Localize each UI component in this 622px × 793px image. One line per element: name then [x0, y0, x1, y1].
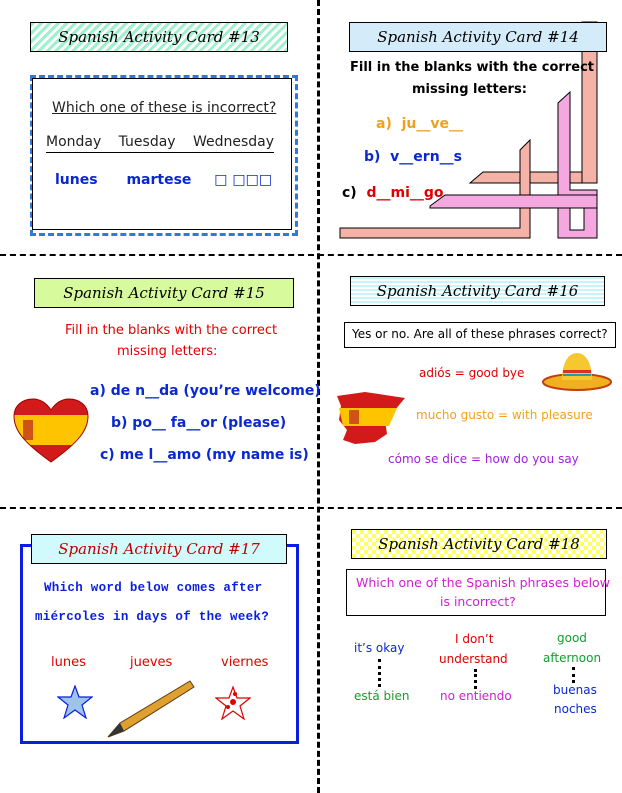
fill-item-b — [364, 149, 462, 165]
phrase-1: adiós = good bye — [419, 366, 525, 380]
activity-card-15 — [0, 256, 321, 506]
card-title: Spanish Activity Card #15 — [34, 278, 294, 308]
spanish-day: lunes — [55, 172, 98, 188]
item-text: v__ern__s — [390, 149, 462, 165]
fill-item-b: b) po__ fa__or (please) — [111, 415, 287, 431]
fill-item-c: c) me l__amo (my name is) — [100, 447, 309, 463]
activity-card-18 — [320, 509, 622, 793]
card-title: Spanish Activity Card #18 — [351, 529, 607, 559]
pair-3-spanish-line-1: buenas — [553, 683, 597, 697]
fill-item-a — [376, 116, 463, 132]
activity-card-16 — [320, 256, 622, 506]
item-text: d__mi__go — [366, 185, 444, 201]
card-title: Spanish Activity Card #13 — [30, 22, 288, 52]
pair-2-connector — [474, 669, 477, 689]
question-text: Yes or no. Are all of these phrases correct? — [352, 327, 608, 341]
item-label: c) — [342, 185, 357, 201]
instructions-line-2: missing letters: — [412, 82, 527, 97]
spanish-day: □ □□□ — [214, 172, 273, 188]
pair-3-english-line-2: afternoon — [543, 651, 602, 665]
spanish-days-row — [55, 172, 272, 188]
activity-card-14 — [320, 0, 622, 254]
english-days-row — [46, 134, 274, 153]
question-text: Which one of these is incorrect? — [52, 100, 277, 116]
activity-card-17 — [0, 509, 317, 793]
pair-3-spanish-line-2: noches — [554, 702, 597, 716]
pair-3-english-line-1: good — [557, 631, 587, 645]
pencil-icon — [106, 679, 196, 739]
blue-star-icon — [57, 685, 93, 719]
card-title: Spanish Activity Card #17 — [31, 534, 287, 564]
option-viernes: viernes — [221, 655, 269, 670]
item-text: ju__ve__ — [401, 116, 463, 132]
question-line-2: is incorrect? — [440, 594, 516, 609]
option-jueves: jueves — [130, 655, 173, 670]
red-star-icon — [215, 686, 251, 720]
pair-1-connector — [378, 659, 381, 687]
instructions-line-1: Fill in the blanks with the correct — [350, 60, 594, 75]
question-line-1: Which word below comes after — [44, 581, 263, 595]
english-day: Monday — [46, 134, 102, 150]
question-line-2: miércoles in days of the week? — [35, 610, 270, 624]
sombrero-icon — [542, 352, 612, 392]
phrase-2: mucho gusto = with pleasure — [416, 408, 593, 422]
spanish-day: martese — [126, 172, 192, 188]
pair-1-english: it’s okay — [354, 641, 405, 655]
instructions-line-1: Fill in the blanks with the correct — [65, 323, 278, 338]
pair-2-english-line-1: I don’t — [455, 632, 494, 646]
pair-2-english-line-2: understand — [439, 652, 508, 666]
fill-item-a: a) de n__da (you’re welcome) — [90, 383, 321, 399]
instructions-line-2: missing letters: — [117, 344, 218, 359]
question-line-1: Which one of the Spanish phrases below — [356, 575, 610, 590]
pair-1-spanish: está bien — [354, 689, 410, 703]
card-title: Spanish Activity Card #14 — [349, 22, 607, 52]
activity-card-13 — [0, 0, 317, 254]
item-label: b) — [364, 149, 381, 165]
option-lunes: lunes — [51, 655, 86, 670]
english-day: Tuesday — [118, 134, 176, 150]
fill-item-c — [342, 185, 444, 201]
phrase-3: cómo se dice = how do you say — [388, 452, 579, 466]
pair-2-spanish: no entiendo — [440, 689, 512, 703]
spain-map-icon — [335, 390, 407, 446]
card-title: Spanish Activity Card #16 — [350, 276, 605, 306]
item-label: a) — [376, 116, 392, 132]
pair-3-connector — [572, 667, 575, 683]
spain-flag-heart-icon — [13, 398, 89, 464]
english-day: Wednesday — [192, 134, 274, 150]
